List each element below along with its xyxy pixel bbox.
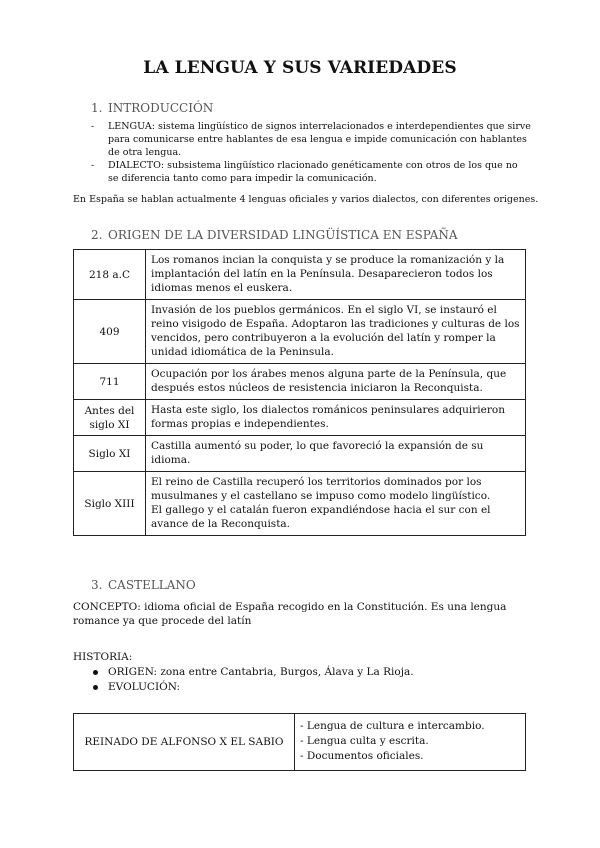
section-3-number: 3. — [91, 578, 103, 592]
definition-lengua: - LENGUA: sistema lingüístico de signos interrelacionados e interdependientes que sirve para comunicarse entre hablantes de esa lengua e impide comunicación con hablantes de otra lengua. — [91, 120, 531, 159]
description-cell — [146, 364, 526, 400]
section-3-heading — [91, 578, 196, 592]
year-cell: Siglo XIII — [74, 472, 146, 536]
description-text: El gallego y el catalán fueron expandiéndose hacia el sur con el avance de la Reconquista. — [151, 504, 491, 530]
description-text: Invasión de los pueblos germánicos. En el siglo VI, se instauró el reino visigodo de España. Adoptaron las tradiciones y culturas de los vencidos, pero contribuyeron a la evolución del latín y romper la unidad idiomática de la Peninsula. — [151, 304, 520, 358]
table-row — [74, 364, 526, 400]
definitions-list — [91, 120, 531, 185]
description-cell — [146, 436, 526, 472]
table-row — [74, 472, 526, 536]
evolution-table — [73, 713, 526, 771]
history-label: HISTORIA: — [73, 651, 133, 663]
history-bullets — [91, 665, 414, 695]
definition-dialecto: - DIALECTO: subsistema lingüístico rlacionado genéticamente con otros de los que no se diferencia tanto como para impedir la comunicación. — [91, 159, 531, 185]
characteristic-item: - Lengua de cultura e intercambio. — [300, 720, 485, 732]
description-text: Los romanos incian la conquista y se produce la romanización y la implantación del latín en la Península. Desaparecieron todos los idiomas menos el euskera. — [151, 254, 505, 294]
characteristic-item: - Lengua culta y escrita. — [300, 735, 429, 747]
section-2-heading — [91, 228, 458, 242]
history-table — [73, 249, 526, 536]
section-3-title: CASTELLANO — [108, 578, 196, 592]
description-text: Hasta este siglo, los dialectos románicos peninsulares adquirieron formas propias e independientes. — [151, 404, 505, 430]
year-cell: 409 — [74, 300, 146, 364]
description-cell — [146, 300, 526, 364]
table-row — [74, 400, 526, 436]
year-cell: Siglo XI — [74, 436, 146, 472]
section-2-number: 2. — [91, 228, 103, 242]
table-row — [74, 436, 526, 472]
year-cell: 218 a.C — [74, 250, 146, 300]
table-row — [74, 300, 526, 364]
section-1-title: INTRODUCCIÓN — [108, 101, 214, 115]
bullet-evolucion: EVOLUCIÓN: — [91, 680, 414, 695]
year-cell: 711 — [74, 364, 146, 400]
description-cell — [146, 250, 526, 300]
section-2-title: ORIGEN DE LA DIVERSIDAD LINGÜÍSTICA EN ESPAÑA — [108, 228, 458, 242]
year-cell: Antes del siglo XI — [74, 400, 146, 436]
description-cell — [146, 400, 526, 436]
description-text: El reino de Castilla recuperó los territorios dominados por los musulmanes y el castellano se impuso como modelo lingüístico. — [151, 476, 491, 502]
table-row — [74, 250, 526, 300]
section-1-number: 1. — [91, 101, 103, 115]
concept-paragraph: CONCEPTO: idioma oficial de España recogido en la Constitución. Es una lengua romance ya que procede del latín — [73, 601, 507, 627]
reign-cell: REINADO DE ALFONSO X EL SABIO — [74, 714, 295, 771]
description-cell — [146, 472, 526, 536]
bullet-origen: ORIGEN: zona entre Cantabria, Burgos, Álava y La Rioja. — [91, 665, 414, 680]
description-text: Ocupación por los árabes menos alguna parte de la Península, que después estos núcleos de resistencia iniciaron la Reconquista. — [151, 368, 507, 394]
page-title: LA LENGUA Y SUS VARIEDADES — [143, 58, 457, 78]
table-row — [74, 714, 526, 771]
characteristics-cell — [295, 714, 526, 771]
characteristic-item: - Documentos oficiales. — [300, 750, 424, 762]
languages-note: En España se hablan actualmente 4 lenguas oficiales y varios dialectos, con diferentes origenes. — [73, 194, 539, 205]
section-1-heading — [91, 101, 213, 115]
description-text: Castilla aumentó su poder, lo que favoreció la expansión de su idioma. — [151, 440, 484, 466]
